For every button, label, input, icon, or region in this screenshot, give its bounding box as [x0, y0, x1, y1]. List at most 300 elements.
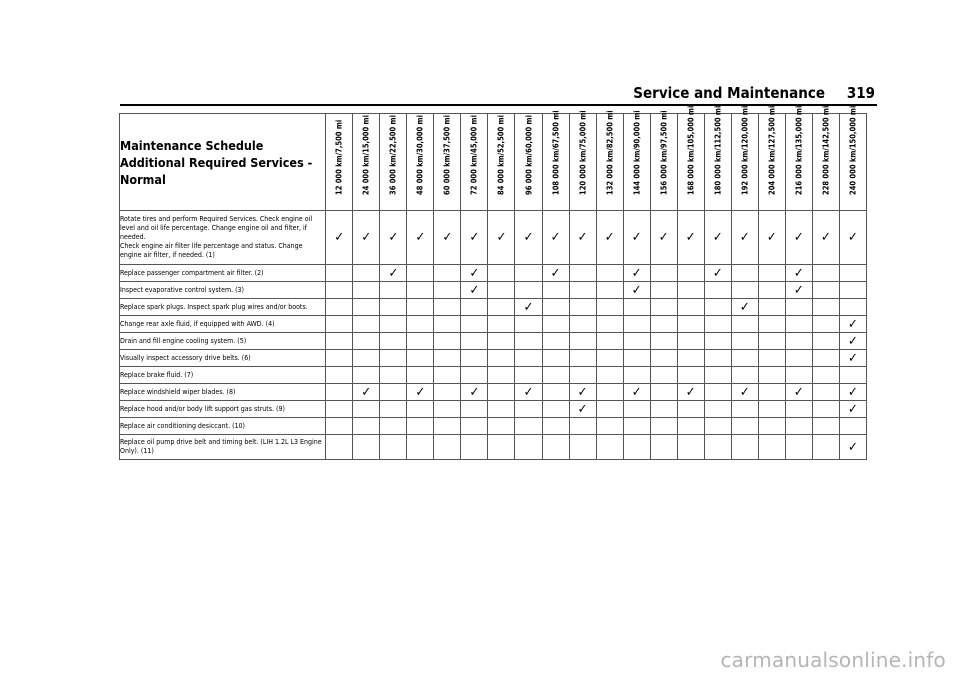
- check-mark-icon: ✓: [542, 265, 569, 282]
- empty-cell: [407, 350, 434, 367]
- empty-cell: [461, 333, 488, 350]
- empty-cell: [650, 367, 677, 384]
- interval-header: [569, 110, 596, 211]
- empty-cell: [731, 333, 758, 350]
- empty-cell: [596, 299, 623, 316]
- empty-cell: [677, 282, 704, 299]
- interval-label: 48 000 km/30,000 mi: [415, 115, 425, 195]
- empty-cell: [434, 299, 461, 316]
- service-description: Visually inspect accessory drive belts. (6): [120, 350, 326, 367]
- empty-cell: [515, 282, 542, 299]
- interval-header: [758, 105, 785, 211]
- empty-cell: [488, 333, 515, 350]
- empty-cell: [569, 282, 596, 299]
- empty-cell: [407, 418, 434, 435]
- empty-cell: [596, 265, 623, 282]
- empty-cell: [569, 299, 596, 316]
- check-mark-icon: ✓: [758, 211, 785, 265]
- empty-cell: [353, 265, 380, 282]
- check-mark-icon: ✓: [704, 211, 731, 265]
- table-row: [120, 299, 867, 316]
- empty-cell: [812, 350, 839, 367]
- interval-header: [596, 110, 623, 211]
- empty-cell: [380, 333, 407, 350]
- interval-header: [812, 105, 839, 211]
- empty-cell: [569, 316, 596, 333]
- empty-cell: [596, 367, 623, 384]
- empty-cell: [380, 350, 407, 367]
- table-row: [120, 265, 867, 282]
- interval-header: [326, 114, 353, 211]
- empty-cell: [812, 384, 839, 401]
- empty-cell: [542, 350, 569, 367]
- maintenance-schedule-table: [119, 105, 867, 460]
- empty-cell: [596, 333, 623, 350]
- check-mark-icon: ✓: [839, 435, 866, 460]
- empty-cell: [596, 282, 623, 299]
- empty-cell: [812, 333, 839, 350]
- table-row: [120, 384, 867, 401]
- interval-header: [704, 105, 731, 211]
- empty-cell: [731, 367, 758, 384]
- empty-cell: [731, 401, 758, 418]
- empty-cell: [326, 367, 353, 384]
- empty-cell: [785, 299, 812, 316]
- empty-cell: [353, 316, 380, 333]
- check-mark-icon: ✓: [596, 211, 623, 265]
- empty-cell: [542, 435, 569, 460]
- empty-cell: [677, 367, 704, 384]
- empty-cell: [596, 418, 623, 435]
- interval-label: 108 000 km/67,500 mi: [551, 110, 561, 195]
- empty-cell: [326, 333, 353, 350]
- empty-cell: [326, 265, 353, 282]
- empty-cell: [812, 367, 839, 384]
- empty-cell: [704, 316, 731, 333]
- page-header: [120, 84, 877, 106]
- empty-cell: [353, 299, 380, 316]
- check-mark-icon: ✓: [461, 384, 488, 401]
- check-mark-icon: ✓: [650, 211, 677, 265]
- check-mark-icon: ✓: [623, 211, 650, 265]
- empty-cell: [353, 350, 380, 367]
- empty-cell: [326, 282, 353, 299]
- table-row: [120, 418, 867, 435]
- interval-label: 240 000 km/150,000 mi: [848, 105, 858, 195]
- empty-cell: [650, 350, 677, 367]
- empty-cell: [812, 265, 839, 282]
- empty-cell: [461, 299, 488, 316]
- interval-header: [461, 114, 488, 211]
- check-mark-icon: ✓: [461, 282, 488, 299]
- check-mark-icon: ✓: [839, 350, 866, 367]
- check-mark-icon: ✓: [542, 211, 569, 265]
- empty-cell: [731, 418, 758, 435]
- empty-cell: [677, 350, 704, 367]
- empty-cell: [542, 384, 569, 401]
- empty-cell: [650, 333, 677, 350]
- empty-cell: [515, 367, 542, 384]
- interval-label: 60 000 km/37,500 mi: [442, 115, 452, 195]
- empty-cell: [326, 299, 353, 316]
- empty-cell: [407, 401, 434, 418]
- table-row: [120, 211, 867, 265]
- empty-cell: [515, 316, 542, 333]
- empty-cell: [731, 282, 758, 299]
- interval-label: 180 000 km/112,500 mi: [713, 105, 723, 195]
- empty-cell: [812, 401, 839, 418]
- interval-header: [380, 114, 407, 211]
- table-row: [120, 282, 867, 299]
- interval-header: [515, 114, 542, 211]
- table-row: [120, 316, 867, 333]
- empty-cell: [515, 435, 542, 460]
- empty-cell: [731, 316, 758, 333]
- check-mark-icon: ✓: [434, 211, 461, 265]
- empty-cell: [758, 265, 785, 282]
- empty-cell: [515, 350, 542, 367]
- interval-label: 84 000 km/52,500 mi: [496, 115, 506, 195]
- check-mark-icon: ✓: [407, 384, 434, 401]
- interval-header: [677, 105, 704, 211]
- interval-header: [434, 114, 461, 211]
- empty-cell: [434, 435, 461, 460]
- check-mark-icon: ✓: [353, 211, 380, 265]
- empty-cell: [434, 367, 461, 384]
- empty-cell: [623, 299, 650, 316]
- empty-cell: [623, 418, 650, 435]
- empty-cell: [758, 367, 785, 384]
- empty-cell: [488, 350, 515, 367]
- empty-cell: [704, 350, 731, 367]
- empty-cell: [650, 316, 677, 333]
- empty-cell: [407, 367, 434, 384]
- interval-header: [650, 110, 677, 211]
- empty-cell: [380, 367, 407, 384]
- service-description: Replace windshield wiper blades. (8): [120, 384, 326, 401]
- empty-cell: [623, 350, 650, 367]
- interval-header: [488, 114, 515, 211]
- check-mark-icon: ✓: [704, 265, 731, 282]
- check-mark-icon: ✓: [461, 211, 488, 265]
- check-mark-icon: ✓: [623, 282, 650, 299]
- empty-cell: [488, 299, 515, 316]
- page-number: 319: [846, 84, 875, 102]
- empty-cell: [542, 333, 569, 350]
- check-mark-icon: ✓: [731, 211, 758, 265]
- check-mark-icon: ✓: [353, 384, 380, 401]
- empty-cell: [785, 333, 812, 350]
- interval-header: [731, 105, 758, 211]
- empty-cell: [812, 299, 839, 316]
- empty-cell: [407, 265, 434, 282]
- interval-label: 132 000 km/82,500 mi: [605, 110, 615, 195]
- table-header-row: [120, 114, 867, 211]
- empty-cell: [488, 316, 515, 333]
- service-description: Replace spark plugs. Inspect spark plug wires and/or boots.: [120, 299, 326, 316]
- empty-cell: [461, 316, 488, 333]
- empty-cell: [434, 333, 461, 350]
- check-mark-icon: ✓: [569, 401, 596, 418]
- empty-cell: [488, 401, 515, 418]
- check-mark-icon: ✓: [839, 333, 866, 350]
- empty-cell: [596, 384, 623, 401]
- empty-cell: [596, 435, 623, 460]
- service-description: Replace air conditioning desiccant. (10): [120, 418, 326, 435]
- empty-cell: [407, 333, 434, 350]
- empty-cell: [353, 282, 380, 299]
- check-mark-icon: ✓: [380, 265, 407, 282]
- check-mark-icon: ✓: [785, 211, 812, 265]
- interval-label: 216 000 km/135,000 mi: [794, 105, 804, 195]
- empty-cell: [758, 384, 785, 401]
- empty-cell: [461, 350, 488, 367]
- empty-cell: [353, 367, 380, 384]
- interval-label: 12 000 km/7,500 mi: [334, 119, 344, 195]
- empty-cell: [623, 367, 650, 384]
- empty-cell: [758, 299, 785, 316]
- interval-label: 144 000 km/90,000 mi: [632, 110, 642, 195]
- table-row: [120, 333, 867, 350]
- empty-cell: [596, 350, 623, 367]
- check-mark-icon: ✓: [731, 299, 758, 316]
- empty-cell: [380, 299, 407, 316]
- interval-header: [623, 110, 650, 211]
- empty-cell: [407, 282, 434, 299]
- interval-header: [785, 105, 812, 211]
- check-mark-icon: ✓: [623, 265, 650, 282]
- check-mark-icon: ✓: [569, 384, 596, 401]
- service-description: Drain and fill engine cooling system. (5): [120, 333, 326, 350]
- interval-header: [839, 105, 866, 211]
- empty-cell: [731, 350, 758, 367]
- empty-cell: [488, 265, 515, 282]
- empty-cell: [488, 282, 515, 299]
- empty-cell: [569, 350, 596, 367]
- interval-label: 24 000 km/15,000 mi: [361, 115, 371, 195]
- empty-cell: [758, 435, 785, 460]
- service-description: Replace brake fluid. (7): [120, 367, 326, 384]
- empty-cell: [434, 418, 461, 435]
- empty-cell: [407, 435, 434, 460]
- check-mark-icon: ✓: [839, 211, 866, 265]
- empty-cell: [623, 435, 650, 460]
- empty-cell: [353, 401, 380, 418]
- empty-cell: [785, 418, 812, 435]
- interval-label: 228 000 km/142,500 mi: [821, 105, 831, 195]
- empty-cell: [542, 282, 569, 299]
- empty-cell: [380, 401, 407, 418]
- empty-cell: [380, 282, 407, 299]
- empty-cell: [569, 265, 596, 282]
- empty-cell: [353, 333, 380, 350]
- empty-cell: [380, 418, 407, 435]
- check-mark-icon: ✓: [461, 265, 488, 282]
- check-mark-icon: ✓: [839, 384, 866, 401]
- check-mark-icon: ✓: [677, 384, 704, 401]
- table-row: [120, 401, 867, 418]
- table-row: [120, 350, 867, 367]
- empty-cell: [542, 401, 569, 418]
- empty-cell: [434, 401, 461, 418]
- empty-cell: [515, 333, 542, 350]
- empty-cell: [461, 367, 488, 384]
- watermark: carmanualsonline.info: [720, 648, 946, 672]
- empty-cell: [839, 299, 866, 316]
- empty-cell: [596, 316, 623, 333]
- empty-cell: [569, 418, 596, 435]
- empty-cell: [650, 401, 677, 418]
- empty-cell: [812, 435, 839, 460]
- check-mark-icon: ✓: [380, 211, 407, 265]
- empty-cell: [785, 401, 812, 418]
- empty-cell: [704, 418, 731, 435]
- empty-cell: [353, 435, 380, 460]
- empty-cell: [677, 316, 704, 333]
- empty-cell: [326, 350, 353, 367]
- empty-cell: [407, 316, 434, 333]
- empty-cell: [677, 299, 704, 316]
- empty-cell: [434, 265, 461, 282]
- empty-cell: [650, 435, 677, 460]
- empty-cell: [461, 435, 488, 460]
- empty-cell: [542, 299, 569, 316]
- empty-cell: [677, 418, 704, 435]
- check-mark-icon: ✓: [515, 299, 542, 316]
- empty-cell: [839, 282, 866, 299]
- empty-cell: [650, 418, 677, 435]
- check-mark-icon: ✓: [677, 211, 704, 265]
- empty-cell: [758, 350, 785, 367]
- empty-cell: [353, 418, 380, 435]
- empty-cell: [326, 435, 353, 460]
- empty-cell: [704, 384, 731, 401]
- empty-cell: [326, 316, 353, 333]
- service-description: Replace passenger compartment air filter. (2): [120, 265, 326, 282]
- interval-label: 192 000 km/120,000 mi: [740, 105, 750, 195]
- empty-cell: [677, 333, 704, 350]
- empty-cell: [704, 299, 731, 316]
- empty-cell: [434, 350, 461, 367]
- empty-cell: [326, 384, 353, 401]
- empty-cell: [704, 401, 731, 418]
- check-mark-icon: ✓: [569, 211, 596, 265]
- empty-cell: [380, 384, 407, 401]
- empty-cell: [677, 401, 704, 418]
- empty-cell: [785, 367, 812, 384]
- check-mark-icon: ✓: [785, 265, 812, 282]
- empty-cell: [542, 418, 569, 435]
- check-mark-icon: ✓: [785, 384, 812, 401]
- empty-cell: [434, 384, 461, 401]
- empty-cell: [839, 418, 866, 435]
- empty-cell: [569, 367, 596, 384]
- interval-header: [407, 114, 434, 211]
- interval-label: 72 000 km/45,000 mi: [469, 115, 479, 195]
- empty-cell: [650, 282, 677, 299]
- empty-cell: [542, 367, 569, 384]
- check-mark-icon: ✓: [515, 211, 542, 265]
- empty-cell: [623, 333, 650, 350]
- empty-cell: [785, 350, 812, 367]
- empty-cell: [650, 299, 677, 316]
- empty-cell: [758, 333, 785, 350]
- empty-cell: [488, 367, 515, 384]
- table-body: [120, 211, 867, 460]
- empty-cell: [326, 418, 353, 435]
- check-mark-icon: ✓: [407, 211, 434, 265]
- empty-cell: [434, 282, 461, 299]
- empty-cell: [677, 435, 704, 460]
- check-mark-icon: ✓: [812, 211, 839, 265]
- empty-cell: [569, 333, 596, 350]
- table-title: Maintenance Schedule Additional Required Services - Normal: [120, 114, 326, 211]
- empty-cell: [569, 435, 596, 460]
- empty-cell: [515, 265, 542, 282]
- check-mark-icon: ✓: [785, 282, 812, 299]
- empty-cell: [785, 435, 812, 460]
- empty-cell: [812, 282, 839, 299]
- empty-cell: [758, 282, 785, 299]
- interval-label: 36 000 km/22,500 mi: [388, 115, 398, 195]
- interval-header: [542, 110, 569, 211]
- interval-label: 96 000 km/60,000 mi: [524, 115, 533, 195]
- interval-header: [353, 114, 380, 211]
- empty-cell: [785, 316, 812, 333]
- empty-cell: [704, 367, 731, 384]
- empty-cell: [461, 401, 488, 418]
- empty-cell: [731, 435, 758, 460]
- interval-label: 120 000 km/75,000 mi: [578, 110, 588, 195]
- service-description: Inspect evaporative control system. (3): [120, 282, 326, 299]
- empty-cell: [623, 316, 650, 333]
- empty-cell: [623, 401, 650, 418]
- empty-cell: [704, 435, 731, 460]
- empty-cell: [380, 316, 407, 333]
- service-description: Change rear axle fluid, if equipped with AWD. (4): [120, 316, 326, 333]
- service-description: Replace oil pump drive belt and timing belt. (LIH 1.2L L3 Engine Only). (11): [120, 435, 326, 460]
- empty-cell: [650, 384, 677, 401]
- empty-cell: [434, 316, 461, 333]
- empty-cell: [704, 282, 731, 299]
- empty-cell: [326, 401, 353, 418]
- empty-cell: [488, 384, 515, 401]
- check-mark-icon: ✓: [839, 316, 866, 333]
- interval-label: 168 000 km/105,000 mi: [686, 105, 696, 195]
- empty-cell: [407, 299, 434, 316]
- empty-cell: [650, 265, 677, 282]
- check-mark-icon: ✓: [488, 211, 515, 265]
- service-description: Rotate tires and perform Required Services. Check engine oil level and oil life percentage. Change engine oil and filter, if needed. Check engine air filter life percentage and status. Change engine air filter, if needed. (1): [120, 211, 326, 265]
- section-title: Service and Maintenance: [633, 84, 825, 102]
- empty-cell: [488, 418, 515, 435]
- empty-cell: [758, 401, 785, 418]
- empty-cell: [704, 333, 731, 350]
- interval-label: 204 000 km/127,500 mi: [767, 105, 777, 195]
- check-mark-icon: ✓: [839, 401, 866, 418]
- empty-cell: [542, 316, 569, 333]
- interval-label: 156 000 km/97,500 mi: [659, 110, 669, 195]
- check-mark-icon: ✓: [326, 211, 353, 265]
- empty-cell: [758, 316, 785, 333]
- table-row: [120, 367, 867, 384]
- empty-cell: [812, 316, 839, 333]
- check-mark-icon: ✓: [731, 384, 758, 401]
- empty-cell: [839, 367, 866, 384]
- empty-cell: [677, 265, 704, 282]
- empty-cell: [812, 418, 839, 435]
- table-row: [120, 435, 867, 460]
